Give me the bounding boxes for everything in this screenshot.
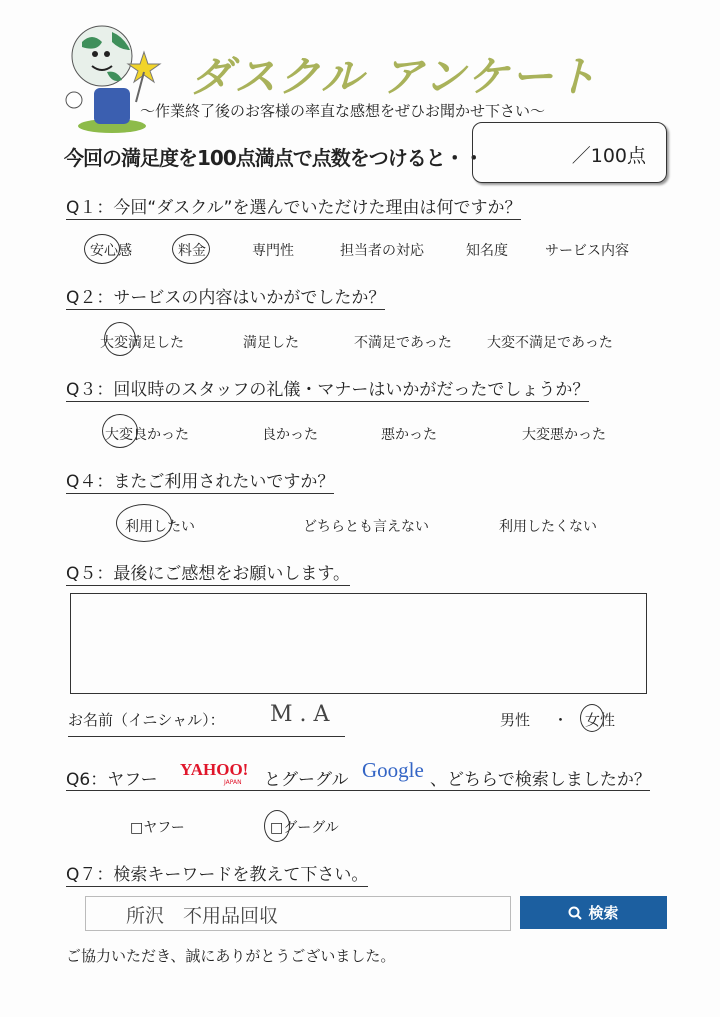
q1-option[interactable]: 知名度 — [466, 243, 508, 259]
q6-question — [66, 760, 650, 791]
q1-option[interactable]: サービス内容 — [545, 243, 629, 259]
search-button[interactable] — [520, 896, 667, 929]
keyword-value: 所沢 不用品回収 — [126, 905, 279, 927]
score-suffix: ／100点 — [571, 145, 646, 167]
q2-option[interactable]: 大変不満足であった — [487, 335, 613, 351]
q2-option[interactable]: 大変満足した — [100, 335, 184, 351]
q6-option-yahoo[interactable]: □ヤフー — [130, 820, 185, 836]
survey-title: ダスクル アンケート — [190, 52, 599, 101]
selection-circle — [172, 234, 210, 264]
q4-option[interactable]: 利用したくない — [499, 519, 597, 535]
name-value[interactable]: M . A — [270, 702, 330, 727]
q3-option[interactable]: 大変悪かった — [522, 427, 606, 443]
q6-text: 、どちらで検索しましたか？ — [430, 770, 651, 790]
selection-circle — [580, 704, 604, 732]
q1-option[interactable]: 専門性 — [252, 243, 294, 259]
name-underline — [68, 736, 345, 737]
q3-option[interactable]: 大変良かった — [105, 427, 189, 443]
gender-separator: ・ — [553, 711, 569, 729]
survey-subtitle: 〜作業終了後のお客様の率直な感想をぜひお聞かせ下さい〜 — [140, 102, 546, 120]
thanks-message: ご協力いただき、誠にありがとうございました。 — [66, 947, 396, 965]
selection-circle — [84, 234, 120, 264]
q2-option[interactable]: 不満足であった — [354, 335, 452, 351]
q4-option[interactable]: 利用したい — [125, 519, 195, 535]
q6-option-google[interactable]: □グーグル — [270, 820, 339, 836]
selection-circle — [102, 414, 138, 448]
name-label: お名前（イニシャル）： — [68, 711, 225, 729]
q2-option[interactable]: 満足した — [243, 335, 299, 351]
q7-question: Q７：検索キーワードを教えて下さい。 — [66, 860, 368, 887]
gender-female[interactable]: 女性 — [585, 711, 616, 729]
q4-option[interactable]: どちらとも言えない — [303, 519, 429, 535]
q3-option[interactable]: 良かった — [262, 427, 318, 443]
q1-option[interactable]: 料金 — [178, 243, 206, 259]
q4-question: Q４：またご利用されたいですか？ — [66, 467, 334, 494]
keyword-input[interactable] — [85, 896, 511, 931]
search-button-label: 検索 — [588, 904, 619, 922]
search-icon — [568, 906, 582, 920]
q5-question: Q５：最後にご感想をお願いします。 — [66, 559, 350, 586]
comment-box[interactable] — [70, 593, 647, 694]
selection-circle — [264, 810, 290, 842]
q6-text: とグーグル — [264, 770, 349, 790]
gender-male[interactable]: 男性 — [500, 711, 531, 729]
selection-circle — [116, 504, 172, 542]
yahoo-logo: YAHOO! — [180, 760, 249, 779]
google-logo: Google — [362, 758, 424, 782]
yahoo-logo-sub: JAPAN — [224, 779, 242, 786]
q3-question: Q３：回収時のスタッフの礼儀・マナーはいかがだったでしょうか？ — [66, 375, 589, 402]
q1-option[interactable]: 安心感 — [90, 243, 132, 259]
q3-option[interactable]: 悪かった — [381, 427, 437, 443]
q1-option[interactable]: 担当者の対応 — [340, 243, 424, 259]
q2-question: Q２：サービスの内容はいかがでしたか？ — [66, 283, 385, 310]
score-box[interactable] — [472, 122, 667, 183]
selection-circle — [104, 322, 136, 356]
q1-question: Q１：今回“ダスクル”を選んでいただけた理由は何ですか？ — [66, 193, 521, 220]
score-question: 今回の満足度を100点満点で点数をつけると・・ — [64, 146, 483, 170]
q6-text: Q6：ヤフー — [66, 770, 158, 790]
